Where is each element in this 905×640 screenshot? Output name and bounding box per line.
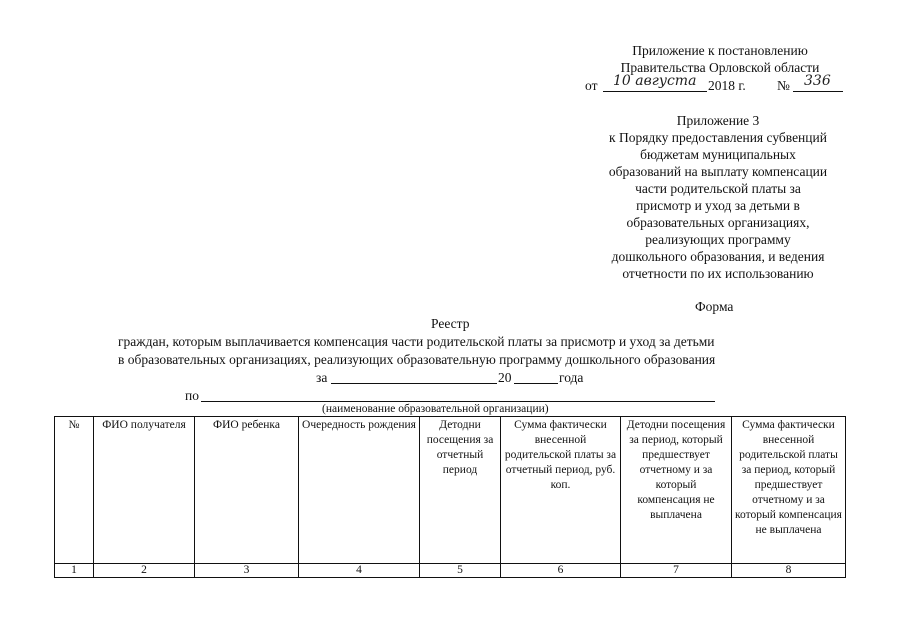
registry-title-line2: в образовательных организациях, реализующих образовательную программу дошкольного образования <box>118 352 716 367</box>
column-number: 2 <box>94 564 195 578</box>
date-handwritten: 10 августа <box>613 73 697 89</box>
year-text: 2018 г. <box>708 78 746 93</box>
appendix-line: бюджетам муниципальных <box>640 147 796 162</box>
column-number: 7 <box>621 564 732 578</box>
registry-table <box>54 416 846 578</box>
appendix-line: отчетности по их использованию <box>622 266 814 281</box>
column-header: Сумма фактически внесенной родительской платы за период, который предшествует отчетному и за который компенсация не выплачена <box>732 417 846 564</box>
period-suffix: года <box>559 370 584 385</box>
table-header-row <box>55 417 846 564</box>
column-number: 3 <box>195 564 299 578</box>
registry-heading: Реестр <box>431 316 470 331</box>
org-prefix: по <box>185 388 199 403</box>
appendix-line: образований на выплату компенсации <box>608 164 828 179</box>
column-header: Детодни посещения за отчетный период <box>420 417 501 564</box>
resolution-appendix-line: Приложение к постановлению <box>632 43 808 58</box>
registry-title-line1: граждан, которым выплачивается компенсация части родительской платы за присмотр и уход за детьми <box>118 334 715 349</box>
period-prefix: за <box>316 370 328 385</box>
appendix-line: Приложение 3 <box>676 113 760 128</box>
period-year-blank[interactable] <box>514 369 558 384</box>
form-label: Форма <box>695 299 734 314</box>
appendix-line: к Порядку предоставления субвенций <box>609 130 827 145</box>
appendix-line: образовательных организациях, <box>626 215 810 230</box>
appendix-line: реализующих программу <box>645 232 791 247</box>
column-header: Очередность рождения <box>299 417 420 564</box>
table-number-row <box>55 564 846 578</box>
column-header: Сумма фактически внесенной родительской платы за отчетный период, руб. коп. <box>501 417 621 564</box>
column-number: 5 <box>420 564 501 578</box>
column-header: № <box>55 417 94 564</box>
number-prefix: № <box>777 78 790 93</box>
period-blank[interactable] <box>331 369 497 384</box>
column-header: ФИО получателя <box>94 417 195 564</box>
appendix-line: присмотр и уход за детьми в <box>636 198 800 213</box>
column-number: 8 <box>732 564 846 578</box>
appendix-line: дошкольного образования, и ведения <box>611 249 825 264</box>
column-number: 1 <box>55 564 94 578</box>
period-year-prefix: 20 <box>498 370 512 385</box>
org-name-blank[interactable] <box>201 387 715 402</box>
column-number: 4 <box>299 564 420 578</box>
org-caption: (наименование образовательной организации) <box>322 403 549 415</box>
column-number: 6 <box>501 564 621 578</box>
resolution-government-line: Правительства Орловской области <box>620 60 820 75</box>
date-prefix: от <box>585 78 598 93</box>
appendix-line: части родительской платы за <box>635 181 801 196</box>
number-handwritten: 336 <box>804 73 831 89</box>
appendix-block <box>583 112 853 282</box>
column-header: ФИО ребенка <box>195 417 299 564</box>
column-header: Детодни посещения за период, который предшествует отчетному и за который компенсация не выплачена <box>621 417 732 564</box>
